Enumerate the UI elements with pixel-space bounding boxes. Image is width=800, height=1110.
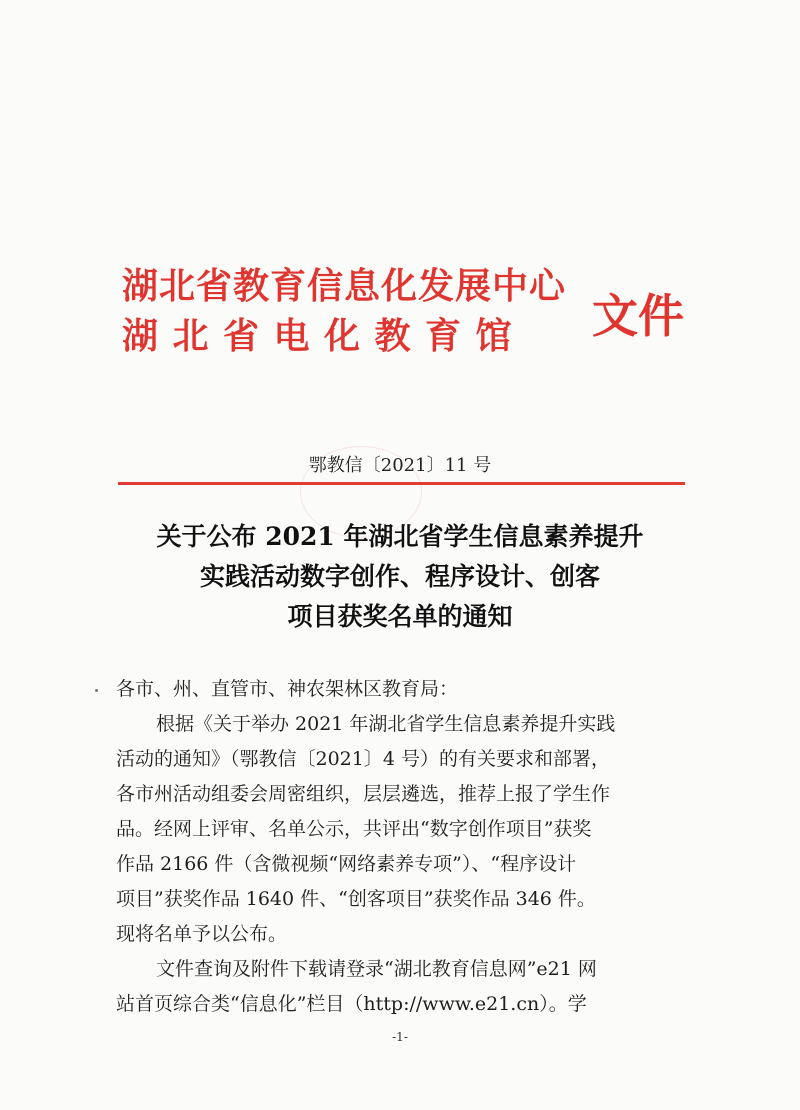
header-suffix: 文件 — [592, 289, 684, 343]
red-divider-line — [118, 482, 685, 485]
paragraph-1-line: 根据《关于举办 2021 年湖北省学生信息素养提升实践 — [156, 713, 616, 735]
document-title-line-1: 关于公布 2021 年湖北省学生信息素养提升 — [156, 522, 644, 551]
paragraph-2-line: 文件查询及附件下载请登录“湖北教育信息网”e21 网 — [156, 958, 597, 980]
paragraph-1-line: 活动的通知》（鄂教信〔2021〕4 号）的有关要求和部署， — [116, 748, 610, 770]
paragraph-2-line: 站首页综合类“信息化”栏目（http://www.e21.cn）。学 — [116, 993, 587, 1015]
header-org-line-2: 湖北省电化教育馆 — [122, 316, 527, 357]
document-title-line-2: 实践活动数字创作、程序设计、创客 — [199, 562, 600, 591]
paragraph-1-line: 各市州活动组委会周密组织，层层遴选，推荐上报了学生作 — [116, 783, 611, 805]
scan-speck — [95, 689, 98, 692]
paragraph-1-line: 品。经网上评审、名单公示，共评出“数字创作项目”获奖 — [116, 818, 592, 840]
document-number: 鄂教信〔2021〕11 号 — [308, 455, 492, 476]
page-number: -1- — [392, 1030, 408, 1044]
document-header — [122, 258, 682, 368]
document-title-line-3: 项目获奖名单的通知 — [287, 602, 513, 631]
paragraph-1-line: 项目”获奖作品 1640 件、“创客项目”获奖作品 346 件。 — [116, 888, 596, 910]
header-org-line-1: 湖北省教育信息化发展中心 — [122, 266, 567, 307]
paragraph-1-line: 作品 2166 件（含微视频“网络素养专项”）、“程序设计 — [116, 853, 577, 875]
paragraph-1-line: 现将名单予以公布。 — [116, 923, 288, 945]
salutation: 各市、州、直管市、神农架林区教育局： — [116, 678, 459, 700]
